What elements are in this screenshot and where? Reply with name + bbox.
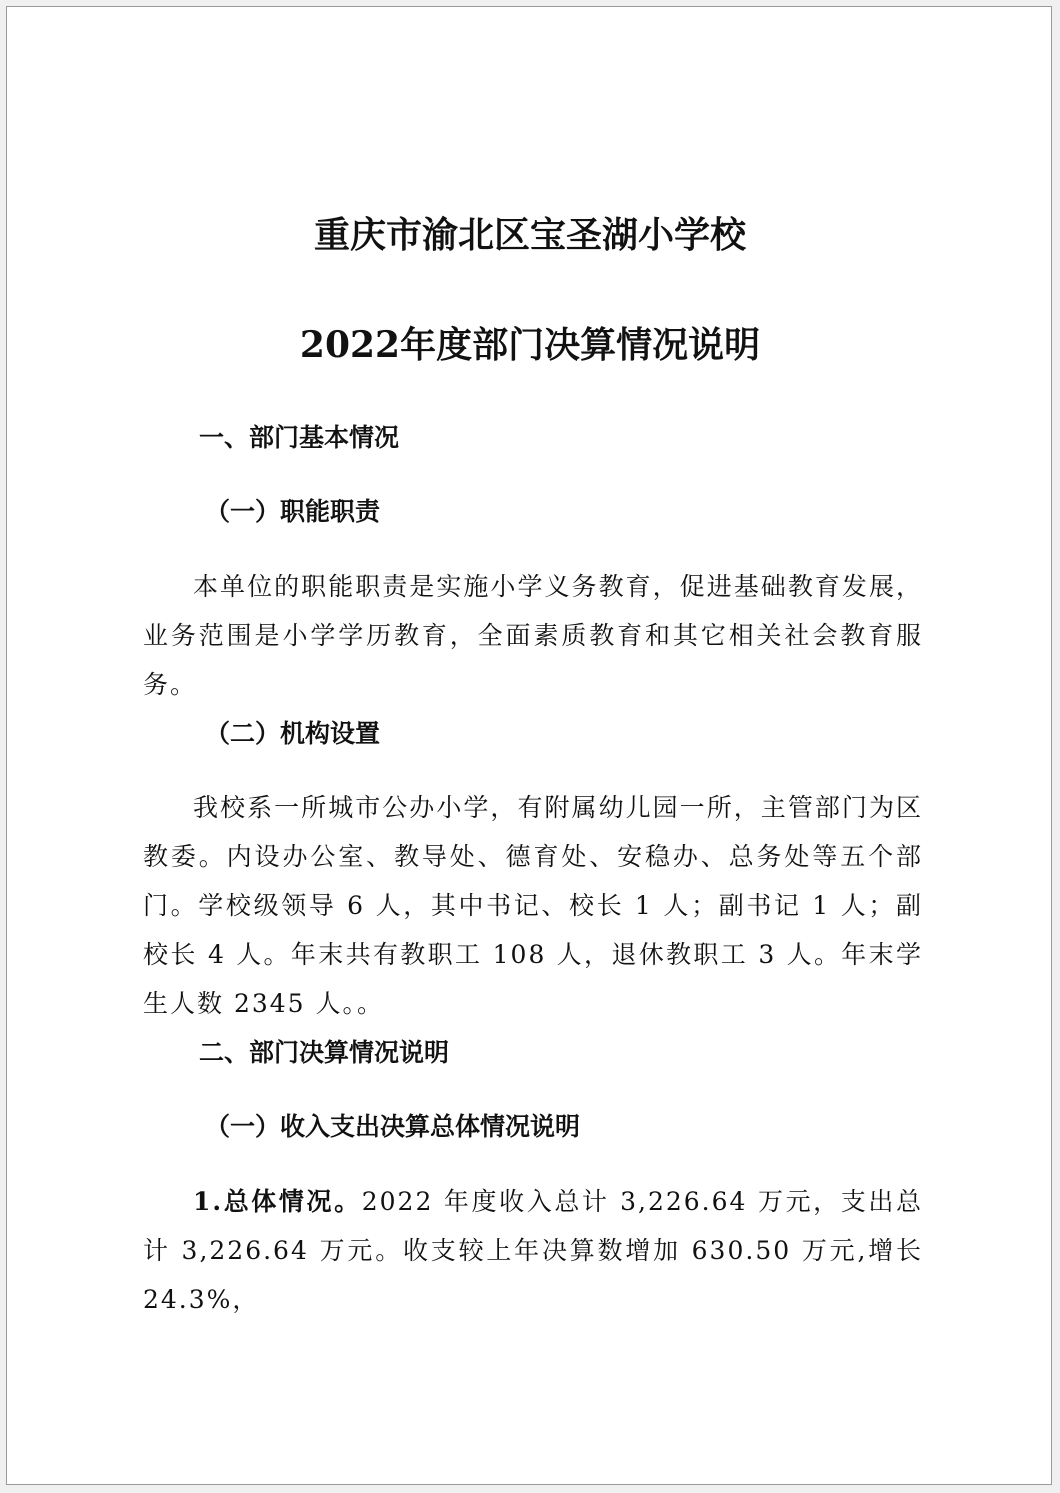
section1-heading: 一、部门基本情况 [199,423,400,452]
section1-sub2-paragraph: 我校系一所城市公办小学，有附属幼儿园一所，主管部门为区教委。内设办公室、教导处、德育处、安稳办、总务处等五个部门。学校级领导 6 人，其中书记、校长 1 人；副书记 1 人；副校长 4 人。年末共有教职工 108 人，退休教职工 3 人。年末学生人数 2345 人。。 [143,793,923,1018]
document-title-line1: 重庆市渝北区宝圣湖小学校 [313,214,746,256]
section1-sub1-heading: （一）职能职责 [205,497,381,526]
document-page [6,6,1052,1485]
section2-sub1-heading: （一）收入支出决算总体情况说明 [205,1112,581,1141]
overall-lead: 1.总体情况。 [193,1187,362,1216]
section2-heading: 二、部门决算情况说明 [199,1038,450,1067]
section2-sub1-paragraph [143,1177,923,1324]
overall-text: 2022 年度收入总计 3,226.64 万元，支出总计 3,226.64 万元。收支较上年决算数增加 630.50 万元,增长 24.3%， [143,1187,923,1314]
section1-sub2-heading: （二）机构设置 [205,719,381,748]
section1-sub1-paragraph: 本单位的职能职责是实施小学义务教育，促进基础教育发展，业务范围是小学学历教育，全面素质教育和其它相关社会教育服务。 [143,572,923,699]
document-title-line2: 2022年度部门决算情况说明 [299,324,761,366]
